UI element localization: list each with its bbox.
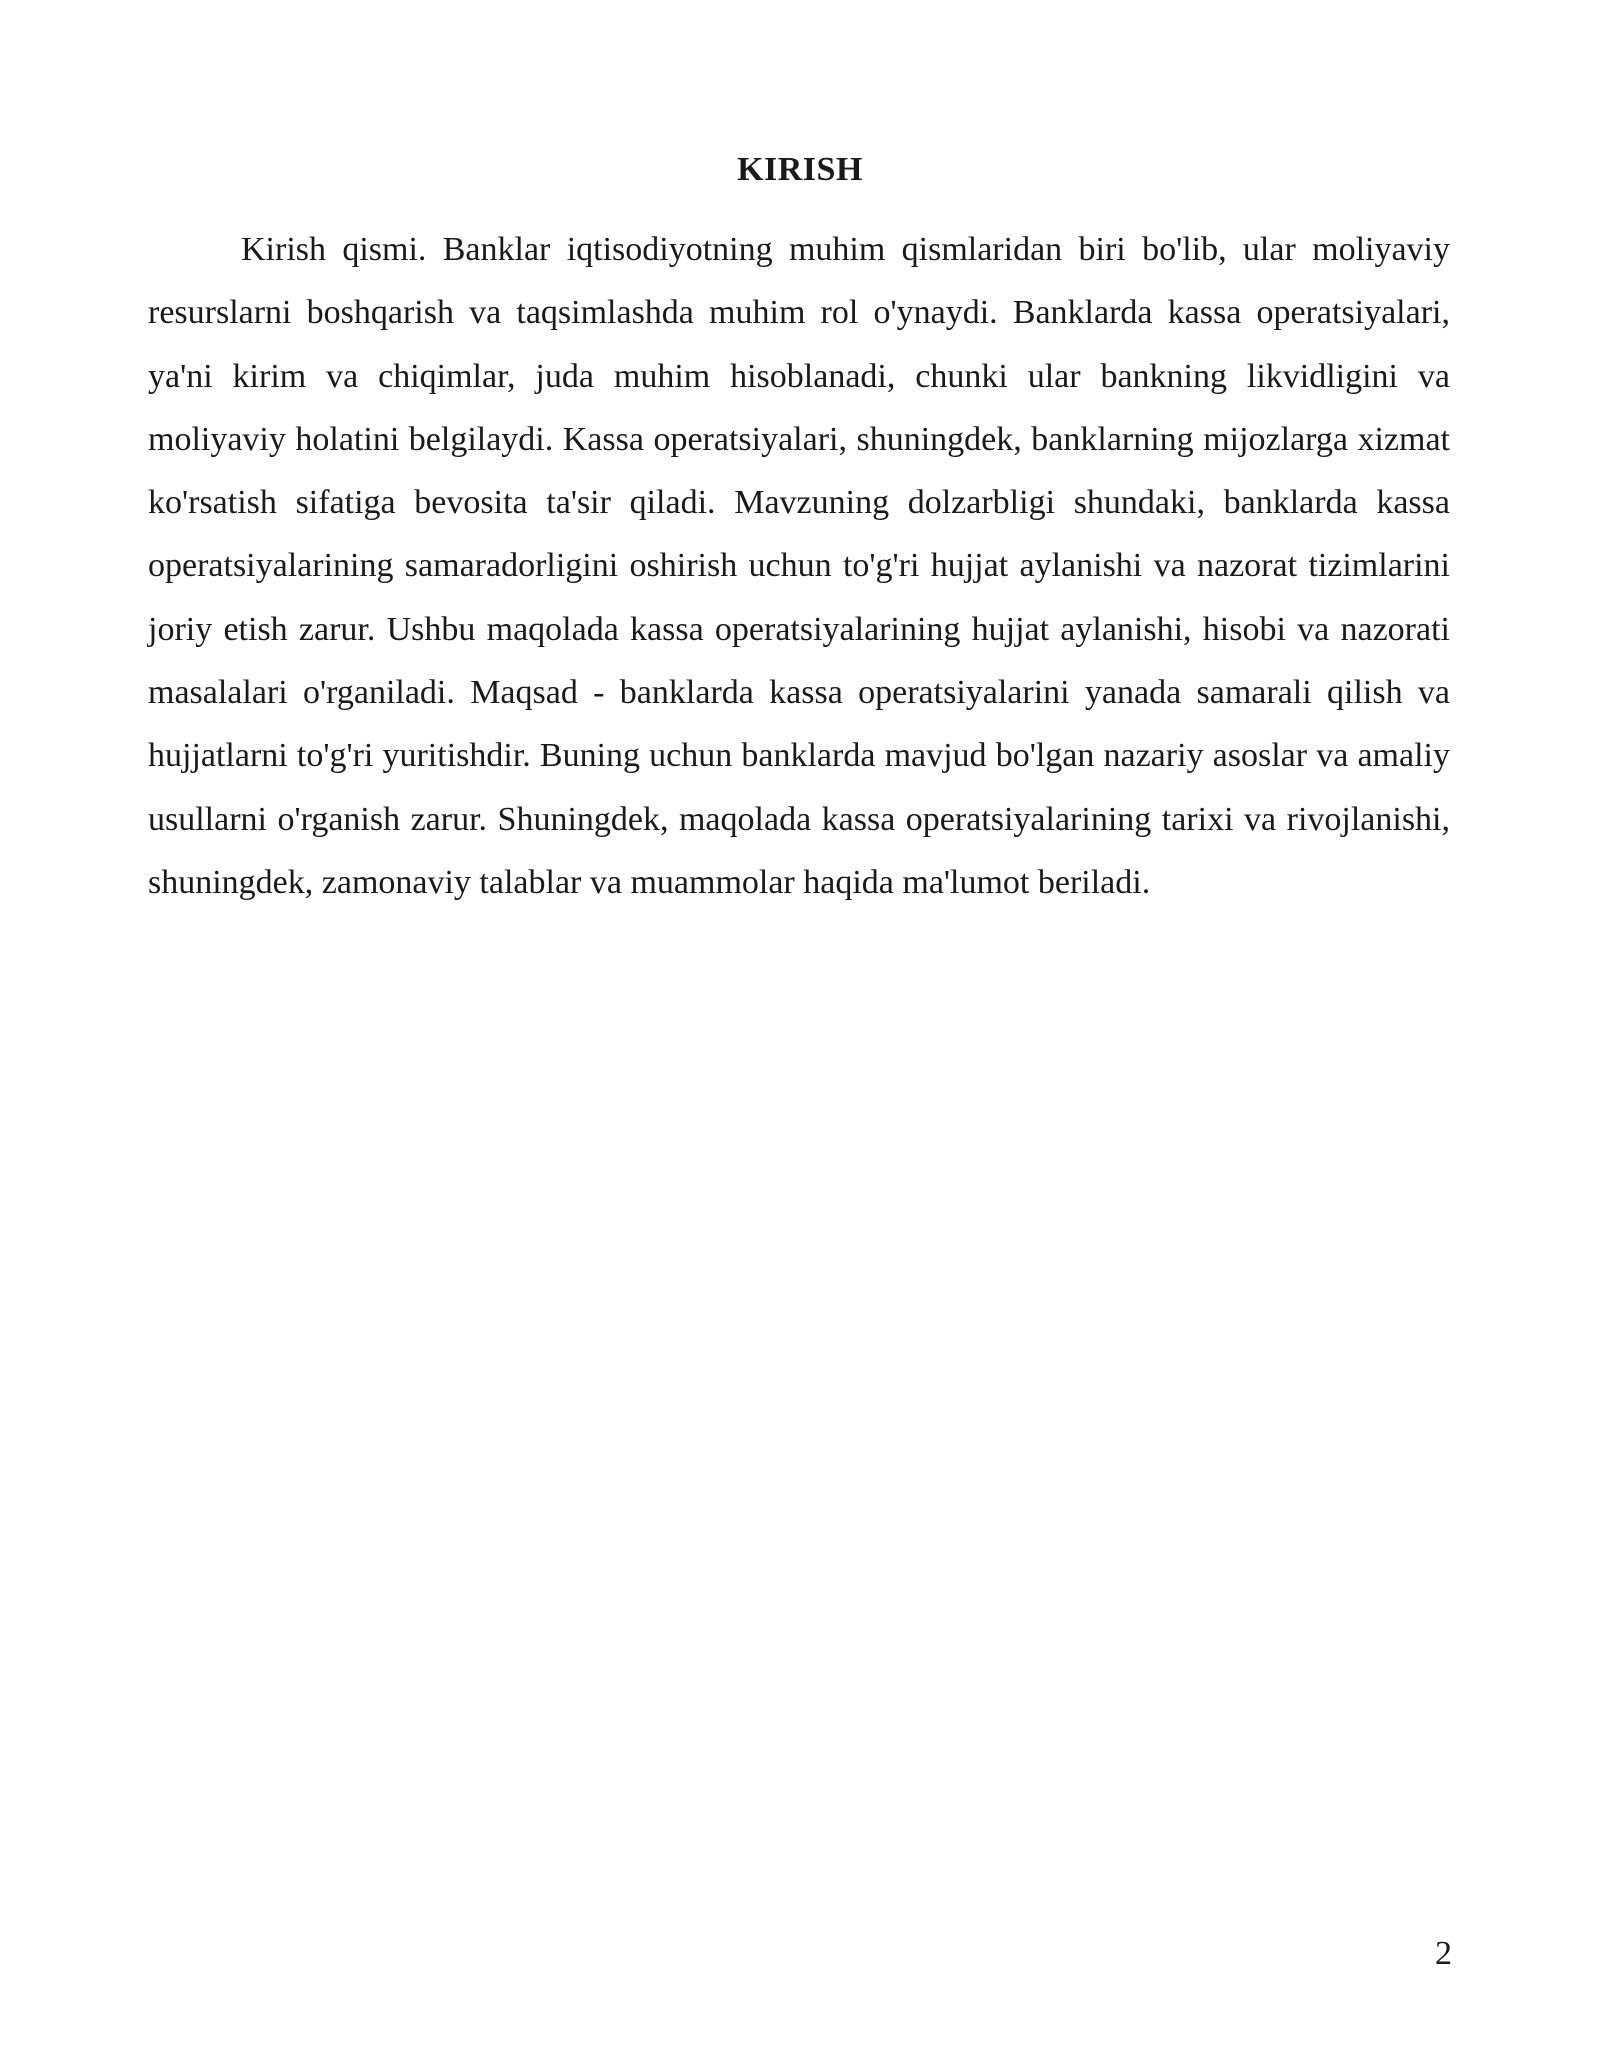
- page-number: 2: [1435, 1935, 1452, 1972]
- intro-paragraph: Kirish qismi. Banklar iqtisodiyotning muhim qismlaridan biri bo'lib, ular moliyaviy resurslarni boshqarish va taqsimlashda muhim rol o'ynaydi. Banklarda kassa operatsiyalari, ya'ni kirim va chiqimlar, juda muhim hisoblanadi, chunki ular bankning likvidligini va moliyaviy holatini belgilaydi. Kassa operatsiyalari, shuningdek, banklarning mijozlarga xizmat ko'rsatish sifatiga bevosita ta'sir qiladi. Mavzuning dolzarbligi shundaki, banklarda kassa operatsiyalarining samaradorligini oshirish uchun to'g'ri hujjat aylanishi va nazorat tizimlarini joriy etish zarur. Ushbu maqolada kassa operatsiyalarining hujjat aylanishi, hisobi va nazorati masalalari o'rganiladi. Maqsad - banklarda kassa operatsiyalarini yanada samarali qilish va hujjatlarni to'g'ri yuritishdir. Buning uchun banklarda mavjud bo'lgan nazariy asoslar va amaliy usullarni o'rganish zarur. Shuningdek, maqolada kassa operatsiyalarining tarixi va rivojlanishi, shuningdek, zamonaviy talablar va muammolar haqida ma'lumot beriladi.: [148, 231, 1450, 901]
- section-heading: KIRISH: [737, 151, 863, 188]
